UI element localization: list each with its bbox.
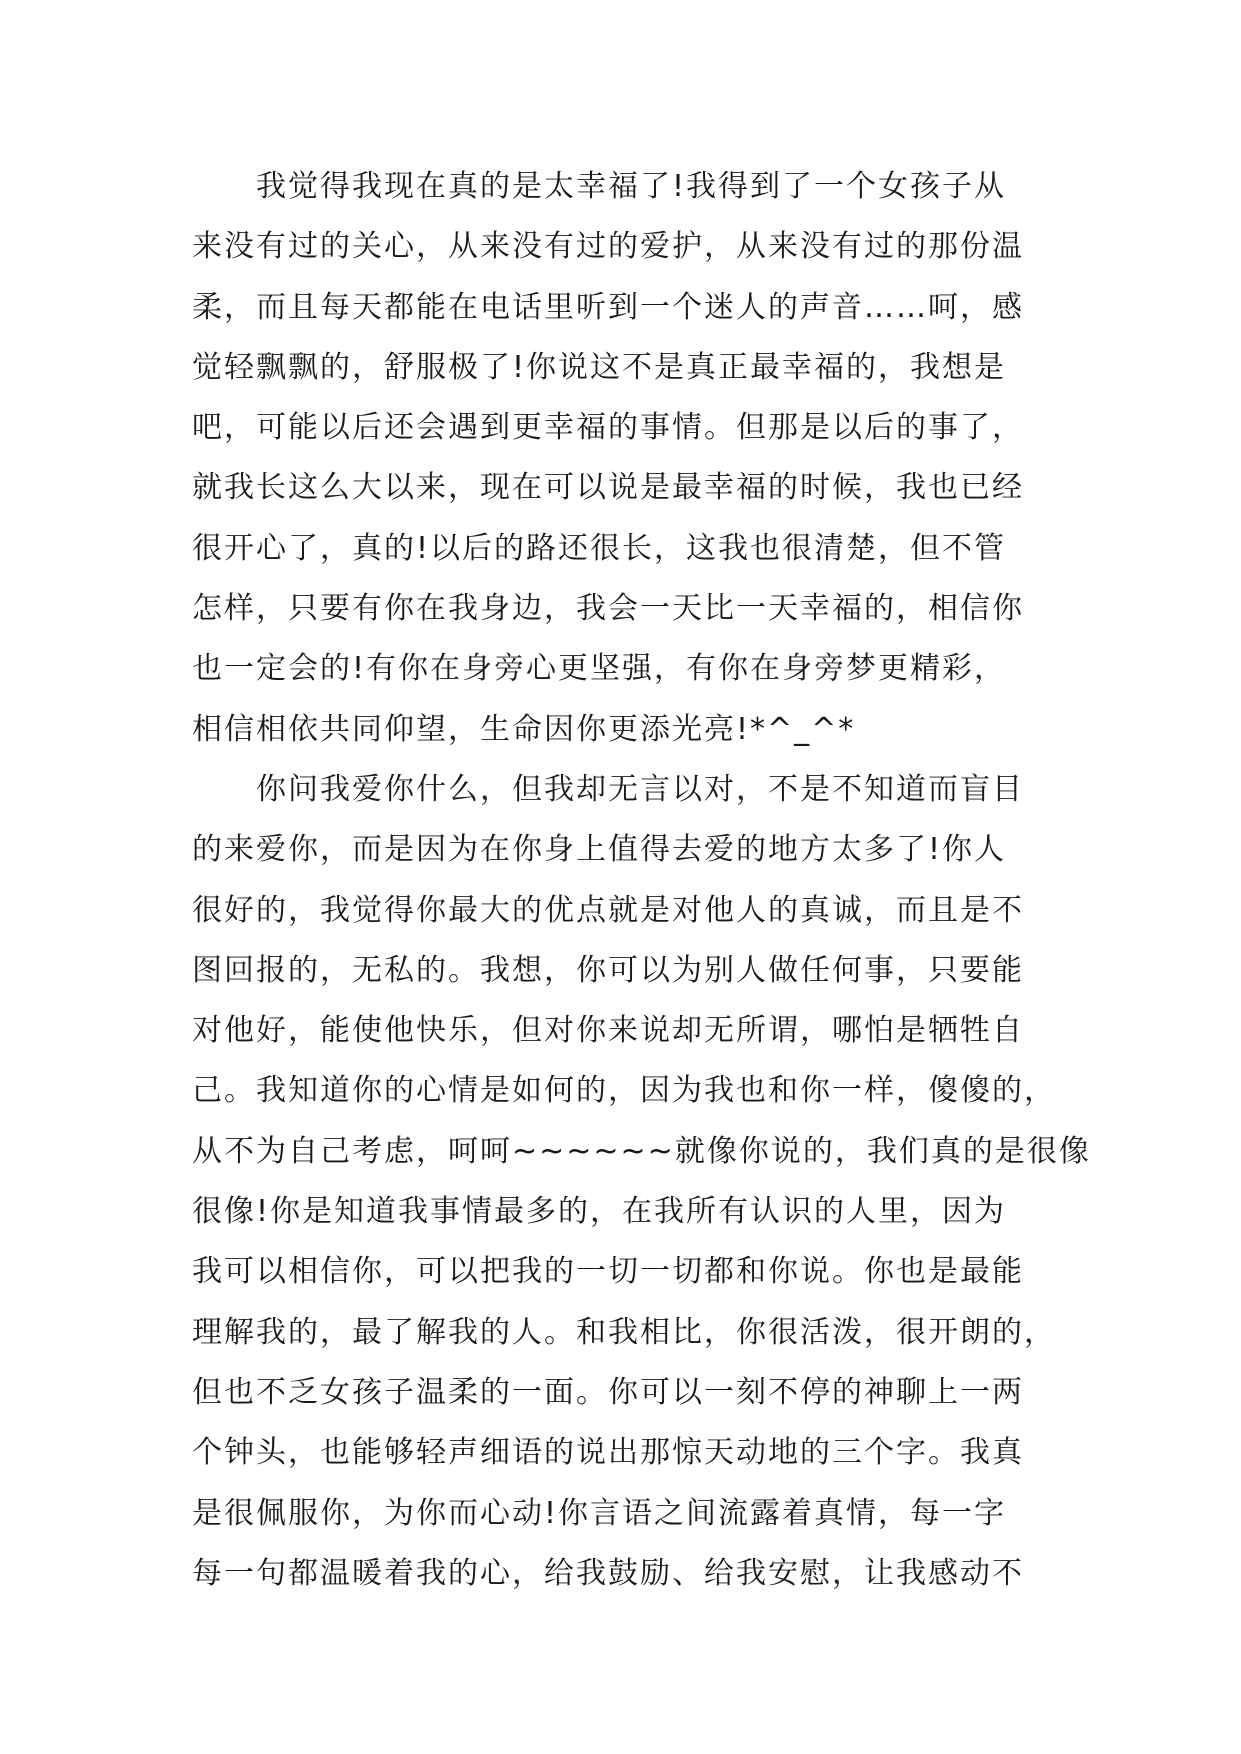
text-line: 你问我爱你什么，但我却无言以对，不是不知道而盲目 bbox=[256, 771, 1024, 807]
text-line: 柔，而且每天都能在电话里听到一个迷人的声音……呵，感 bbox=[192, 289, 1024, 325]
paragraph-2 bbox=[192, 760, 1091, 1604]
text-line: 很开心了，真的!以后的路还很长，这我也很清楚，但不管 bbox=[192, 530, 1007, 566]
text-line: 来没有过的关心，从来没有过的爱护，从来没有过的那份温 bbox=[192, 229, 1024, 265]
text-line: 的来爱你，而是因为在你身上值得去爱的地方太多了!你人 bbox=[192, 832, 1007, 868]
text-line: 也一定会的!有你在身旁心更坚强，有你在身旁梦更精彩， bbox=[192, 651, 1007, 687]
text-line: 理解我的，最了解我的人。和我相比，你很活泼，很开朗的， bbox=[192, 1314, 1056, 1350]
text-line: 吧，可能以后还会遇到更幸福的事情。但那是以后的事了， bbox=[192, 410, 1024, 446]
text-line: 我可以相信你，可以把我的一切一切都和你说。你也是最能 bbox=[192, 1254, 1024, 1290]
text-line: 是很佩服你，为你而心动!你言语之间流露着真情，每一字 bbox=[192, 1495, 1007, 1531]
text-line: 但也不乏女孩子温柔的一面。你可以一刻不停的神聊上一两 bbox=[192, 1374, 1024, 1410]
text-line: 己。我知道你的心情是如何的，因为我也和你一样，傻傻的， bbox=[192, 1073, 1056, 1109]
text-line: 相信相依共同仰望，生命因你更添光亮!*^_^* bbox=[192, 711, 856, 747]
text-line: 很像!你是知道我事情最多的，在我所有认识的人里，因为 bbox=[192, 1194, 1007, 1230]
text-line: 从不为自己考虑，呵呵~~~~~~就像你说的，我们真的是很像 bbox=[192, 1133, 1091, 1169]
text-line: 图回报的，无私的。我想，你可以为别人做任何事，只要能 bbox=[192, 952, 1024, 988]
body-text bbox=[192, 157, 1091, 1604]
text-line: 我觉得我现在真的是太幸福了!我得到了一个女孩子从 bbox=[256, 169, 1007, 204]
text-line: 每一句都温暖着我的心，给我鼓励、给我安慰，让我感动不 bbox=[192, 1555, 1024, 1591]
text-line: 怎样，只要有你在我身边，我会一天比一天幸福的，相信你 bbox=[192, 591, 1024, 627]
text-line: 就我长这么大以来，现在可以说是最幸福的时候，我也已经 bbox=[192, 470, 1024, 506]
text-line: 对他好，能使他快乐，但对你来说却无所谓，哪怕是牺牲自 bbox=[192, 1013, 1024, 1049]
text-line: 觉轻飘飘的，舒服极了!你说这不是真正最幸福的，我想是 bbox=[192, 349, 1007, 385]
paragraph-1 bbox=[192, 157, 1062, 760]
text-line: 很好的，我觉得你最大的优点就是对他人的真诚，而且是不 bbox=[192, 892, 1024, 928]
text-line: 个钟头，也能够轻声细语的说出那惊天动地的三个字。我真 bbox=[192, 1435, 1024, 1471]
